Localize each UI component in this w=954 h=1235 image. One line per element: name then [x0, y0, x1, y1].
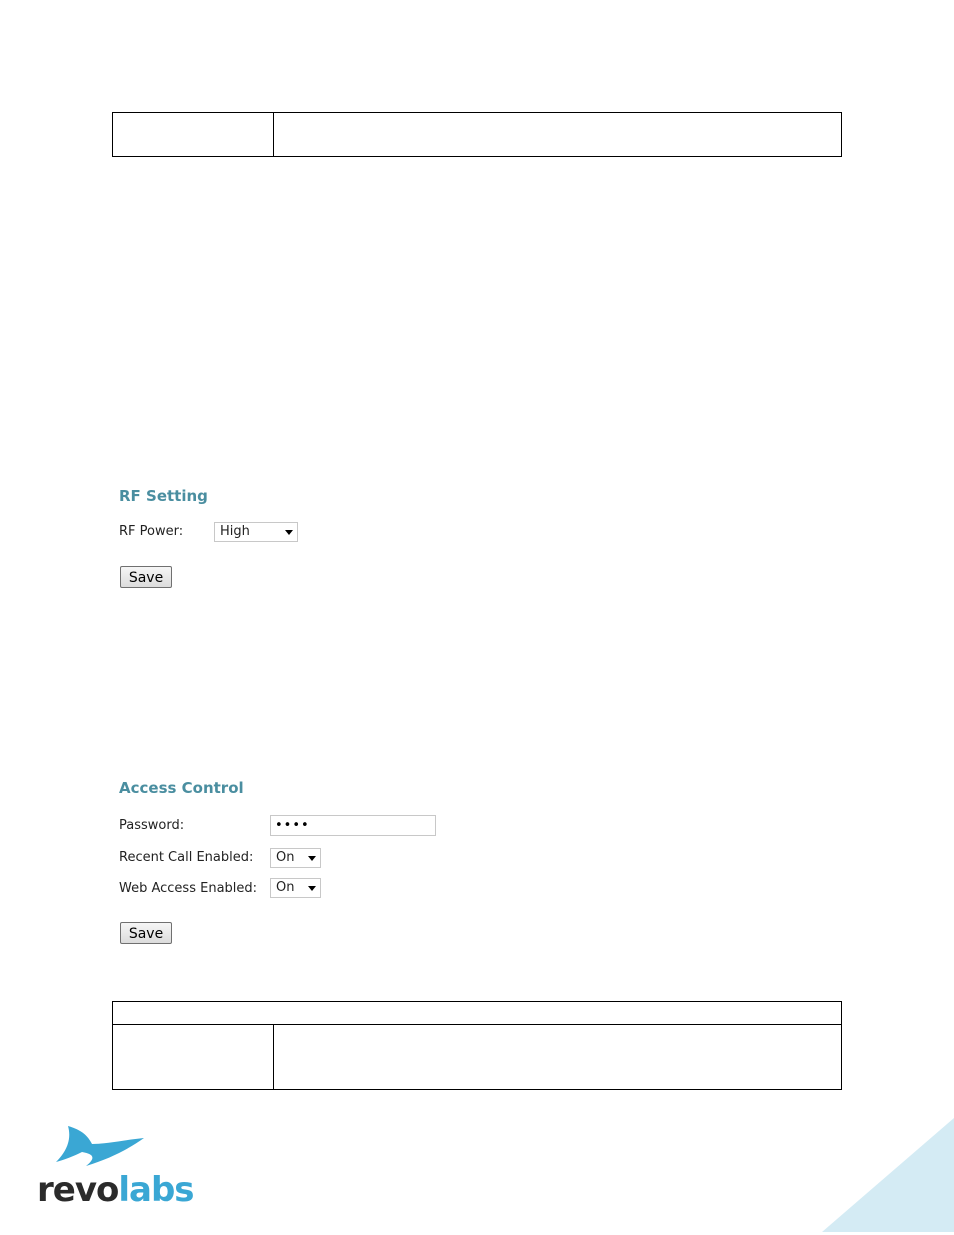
web-access-value: On: [276, 880, 295, 895]
recent-call-select[interactable]: [270, 848, 321, 868]
logo-text-dark: revo: [37, 1170, 119, 1210]
bottom-table-row-divider: [112, 1024, 842, 1025]
dropdown-arrow-icon: [285, 530, 293, 535]
corner-triangle-decoration: [822, 1118, 954, 1232]
access-control-title: Access Control: [119, 779, 244, 797]
recent-call-value: On: [276, 850, 295, 865]
rf-power-value: High: [220, 524, 250, 539]
logo-text-light: labs: [118, 1170, 194, 1210]
password-label: Password:: [119, 818, 185, 833]
web-access-select[interactable]: [270, 878, 321, 898]
web-access-label: Web Access Enabled:: [119, 881, 258, 896]
rf-power-select[interactable]: [214, 522, 298, 542]
password-input[interactable]: ••••: [270, 815, 436, 836]
rf-save-button[interactable]: Save: [120, 566, 172, 588]
dropdown-arrow-icon: [308, 856, 316, 861]
rf-power-label: RF Power:: [119, 524, 184, 539]
top-table-divider: [273, 112, 274, 157]
shark-fin-icon: [52, 1122, 148, 1170]
rf-setting-title: RF Setting: [119, 487, 208, 505]
access-save-button[interactable]: Save: [120, 922, 172, 944]
revolabs-logo: [37, 1170, 194, 1210]
dropdown-arrow-icon: [308, 886, 316, 891]
recent-call-label: Recent Call Enabled:: [119, 850, 254, 865]
bottom-table-col-divider: [273, 1024, 274, 1090]
bottom-table: [112, 1001, 842, 1090]
top-table: [112, 112, 842, 157]
